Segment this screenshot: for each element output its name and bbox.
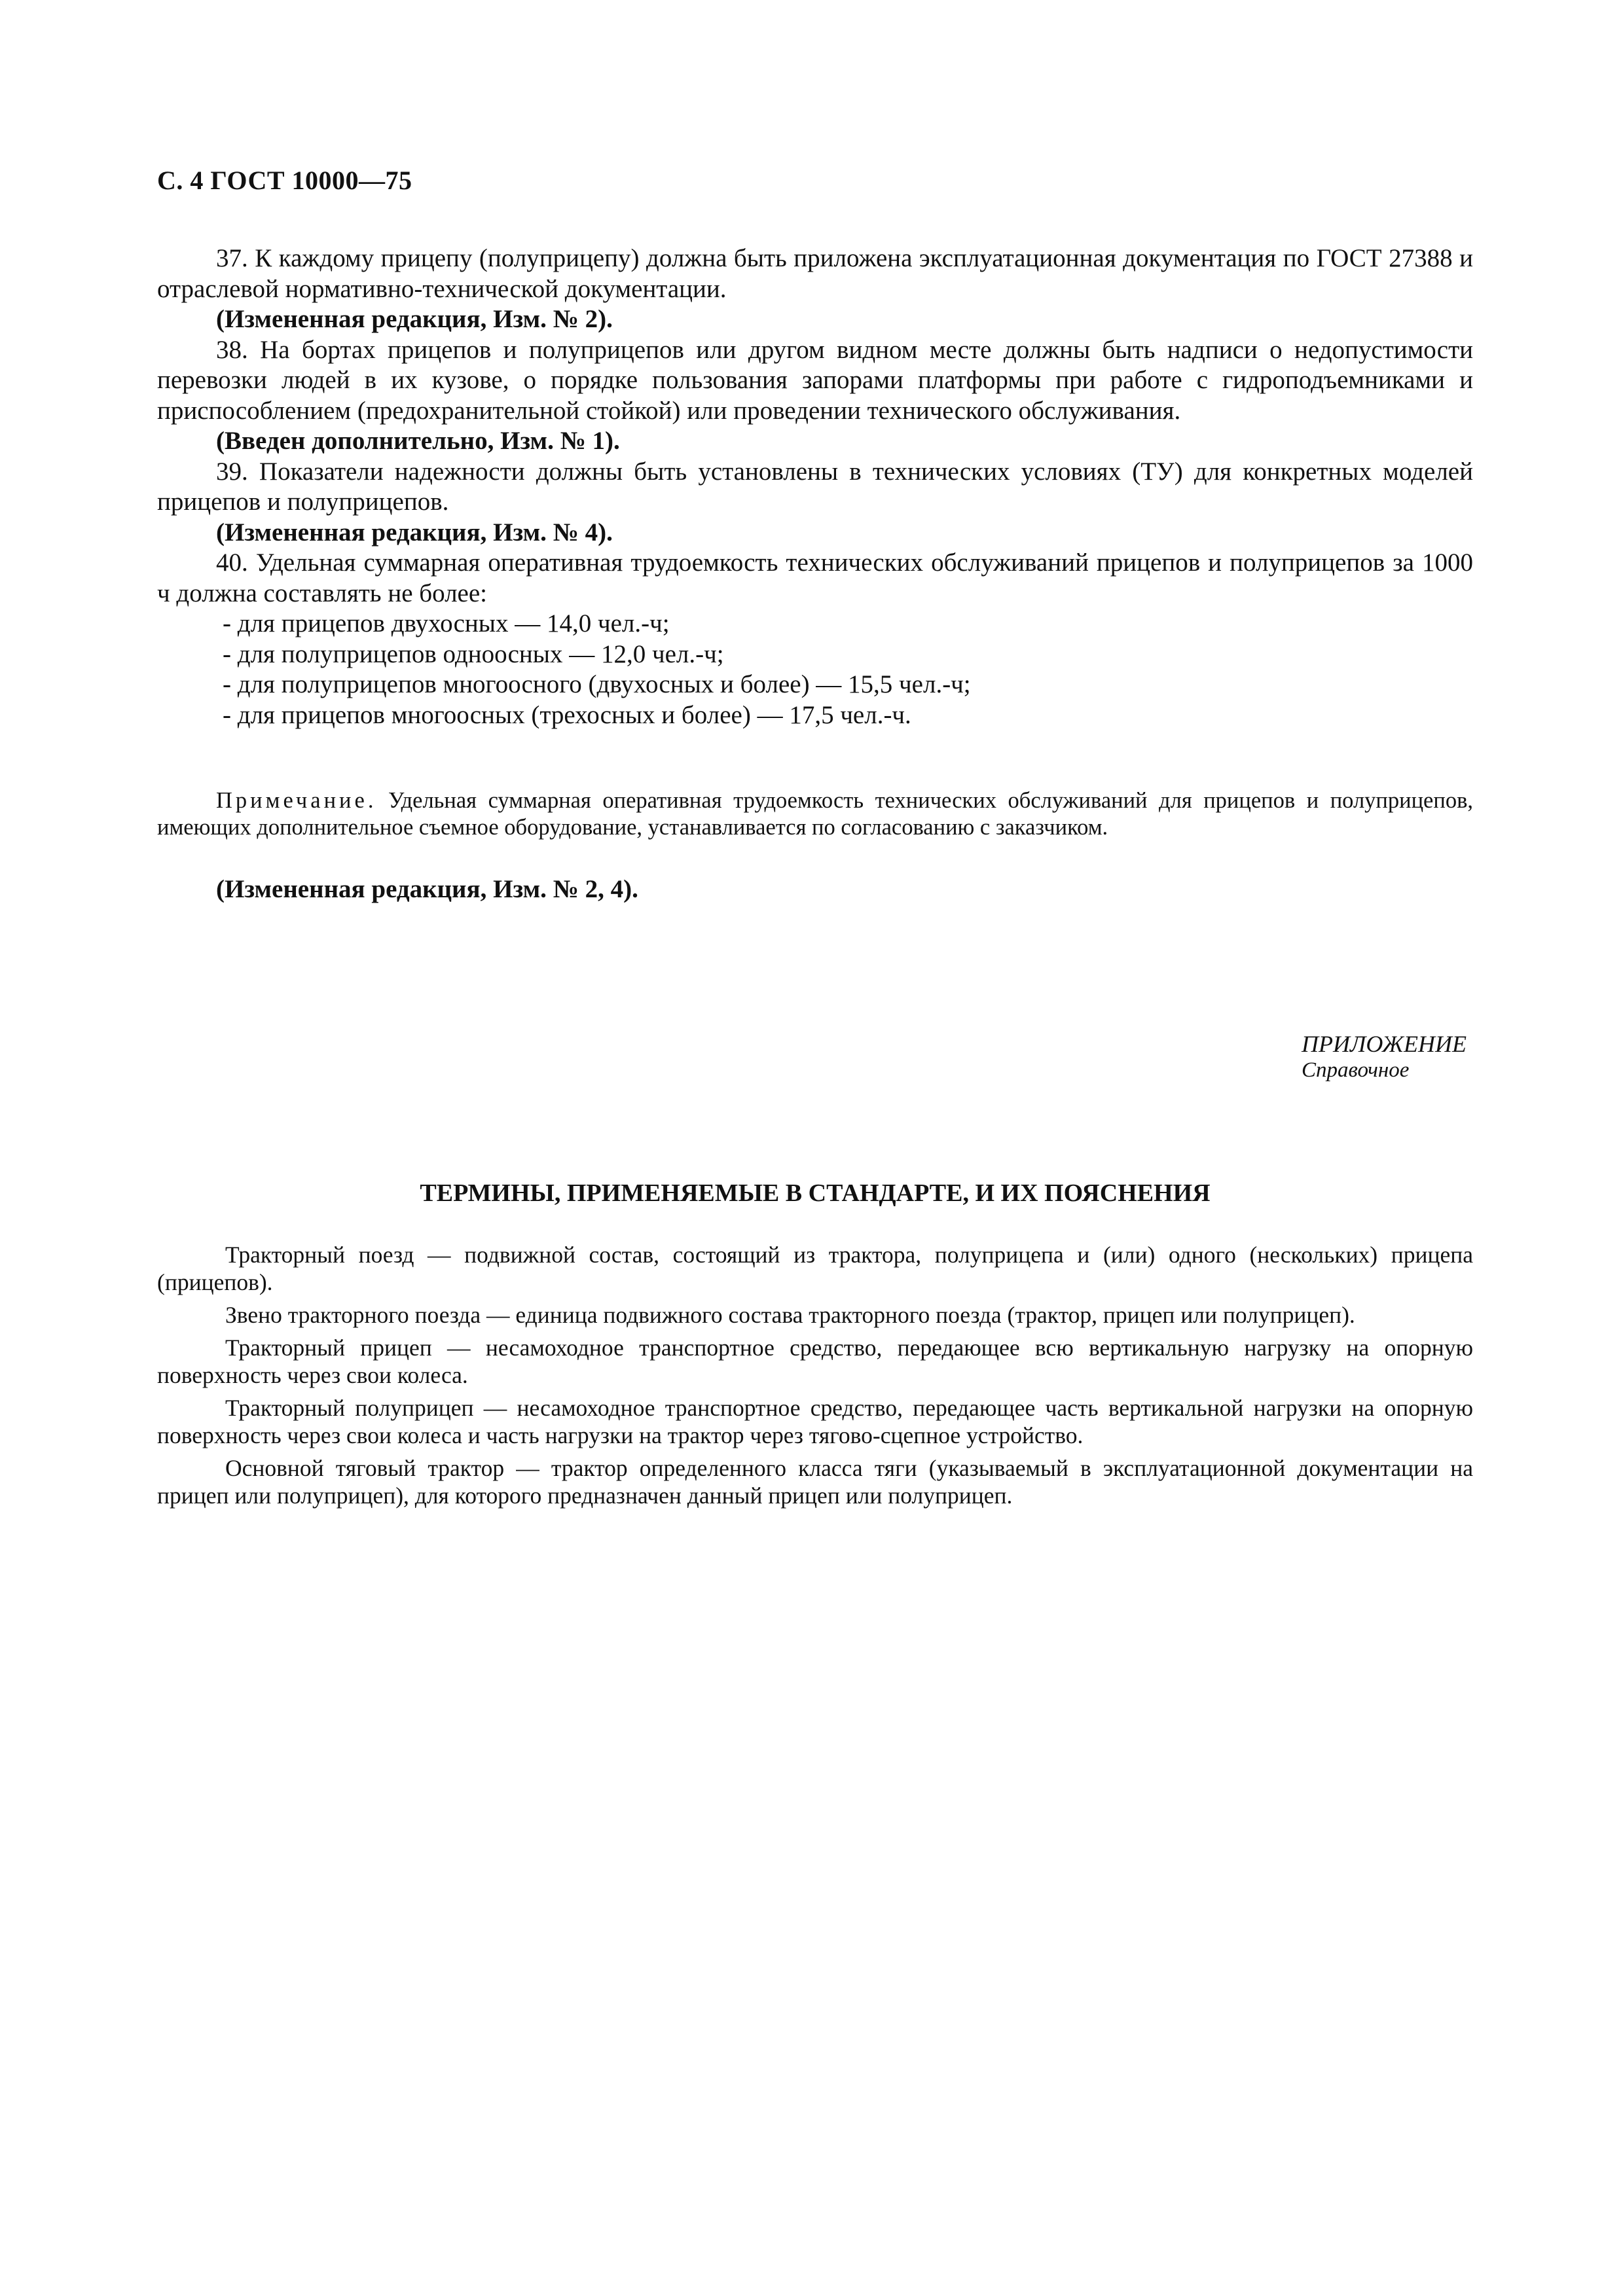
clause-38-change-note: (Введен дополнительно, Изм. № 1). [216,427,620,455]
clause-37-change-note: (Измененная редакция, Изм. № 2). [216,305,613,333]
terms-section [157,1241,1473,1515]
appendix-subtitle: Справочное [1302,1058,1410,1082]
term-definition: Основной тяговый трактор — трактор определенного класса тяги (указываемый в эксплуатационной документации на прицеп или полуприцеп), для которого предназначен данный прицеп или полуприцеп. [157,1455,1473,1509]
clause-39-change-note: (Измененная редакция, Изм. № 4). [216,518,613,547]
clause-38: 38. На бортах прицепов и полуприцепов или другом видном месте должны быть надписи о недопустимости перевозки людей в их кузове, о порядке пользования запорами платформы при работе с гидроподъемниками и приспособлением (предохранительной стойкой) или проведении технического обслуживания. [157,335,1473,425]
list-item: - для полуприцепов многоосного (двухосных и более) — 15,5 чел.-ч; [223,670,971,698]
clause-40-note [157,787,1473,841]
clause-40: 40. Удельная суммарная оперативная трудоемкость технических обслуживаний прицепов и полуприцепов за 1000 ч должна составлять не более: [157,548,1473,607]
list-item: - для прицепов двухосных — 14,0 чел.-ч; [223,609,670,637]
page-header: С. 4 ГОСТ 10000—75 [157,166,412,195]
term-definition: Тракторный поезд — подвижной состав, состоящий из трактора, полуприцепа и (или) одного (нескольких) прицепа (прицепов). [157,1242,1473,1295]
appendix-title: ПРИЛОЖЕНИЕ [1302,1031,1467,1057]
list-item: - для прицепов многоосных (трехосных и более) — 17,5 чел.-ч. [223,700,911,729]
clause-40-change-note: (Измененная редакция, Изм. № 2, 4). [216,875,638,903]
terms-title: ТЕРМИНЫ, ПРИМЕНЯЕМЫЕ В СТАНДАРТЕ, И ИХ ПОЯСНЕНИЯ [420,1179,1211,1207]
clause-39: 39. Показатели надежности должны быть установлены в технических условиях (ТУ) для конкретных моделей прицепов и полуприцепов. [157,457,1473,516]
note-label: Примечание. [216,788,377,813]
clauses-section [157,243,1473,730]
list-item: - для полуприцепов одноосных — 12,0 чел.-ч; [223,639,724,668]
clause-37: 37. К каждому прицепу (полуприцепу) должна быть приложена эксплуатационная документация по ГОСТ 27388 и отраслевой нормативно-технической документации. [157,244,1473,303]
document-page [157,0,1473,2296]
term-definition: Звено тракторного поезда — единица подвижного состава тракторного поезда (трактор, прицеп или полуприцеп). [225,1302,1355,1328]
appendix-label [1302,1031,1467,1083]
term-definition: Тракторный прицеп — несамоходное транспортное средство, передающее всю вертикальную нагрузку на опорную поверхность через свои колеса. [157,1335,1473,1388]
note-text: Удельная суммарная оперативная трудоемкость технических обслуживаний для прицепов и полуприцепов, имеющих дополнительное съемное оборудование, устанавливается по согласованию с заказчиком. [157,788,1473,840]
term-definition: Тракторный полуприцеп — несамоходное транспортное средство, передающее часть вертикальной нагрузки на опорную поверхность через свои колеса и часть нагрузки на трактор через тягово-сцепное устройство. [157,1395,1473,1448]
